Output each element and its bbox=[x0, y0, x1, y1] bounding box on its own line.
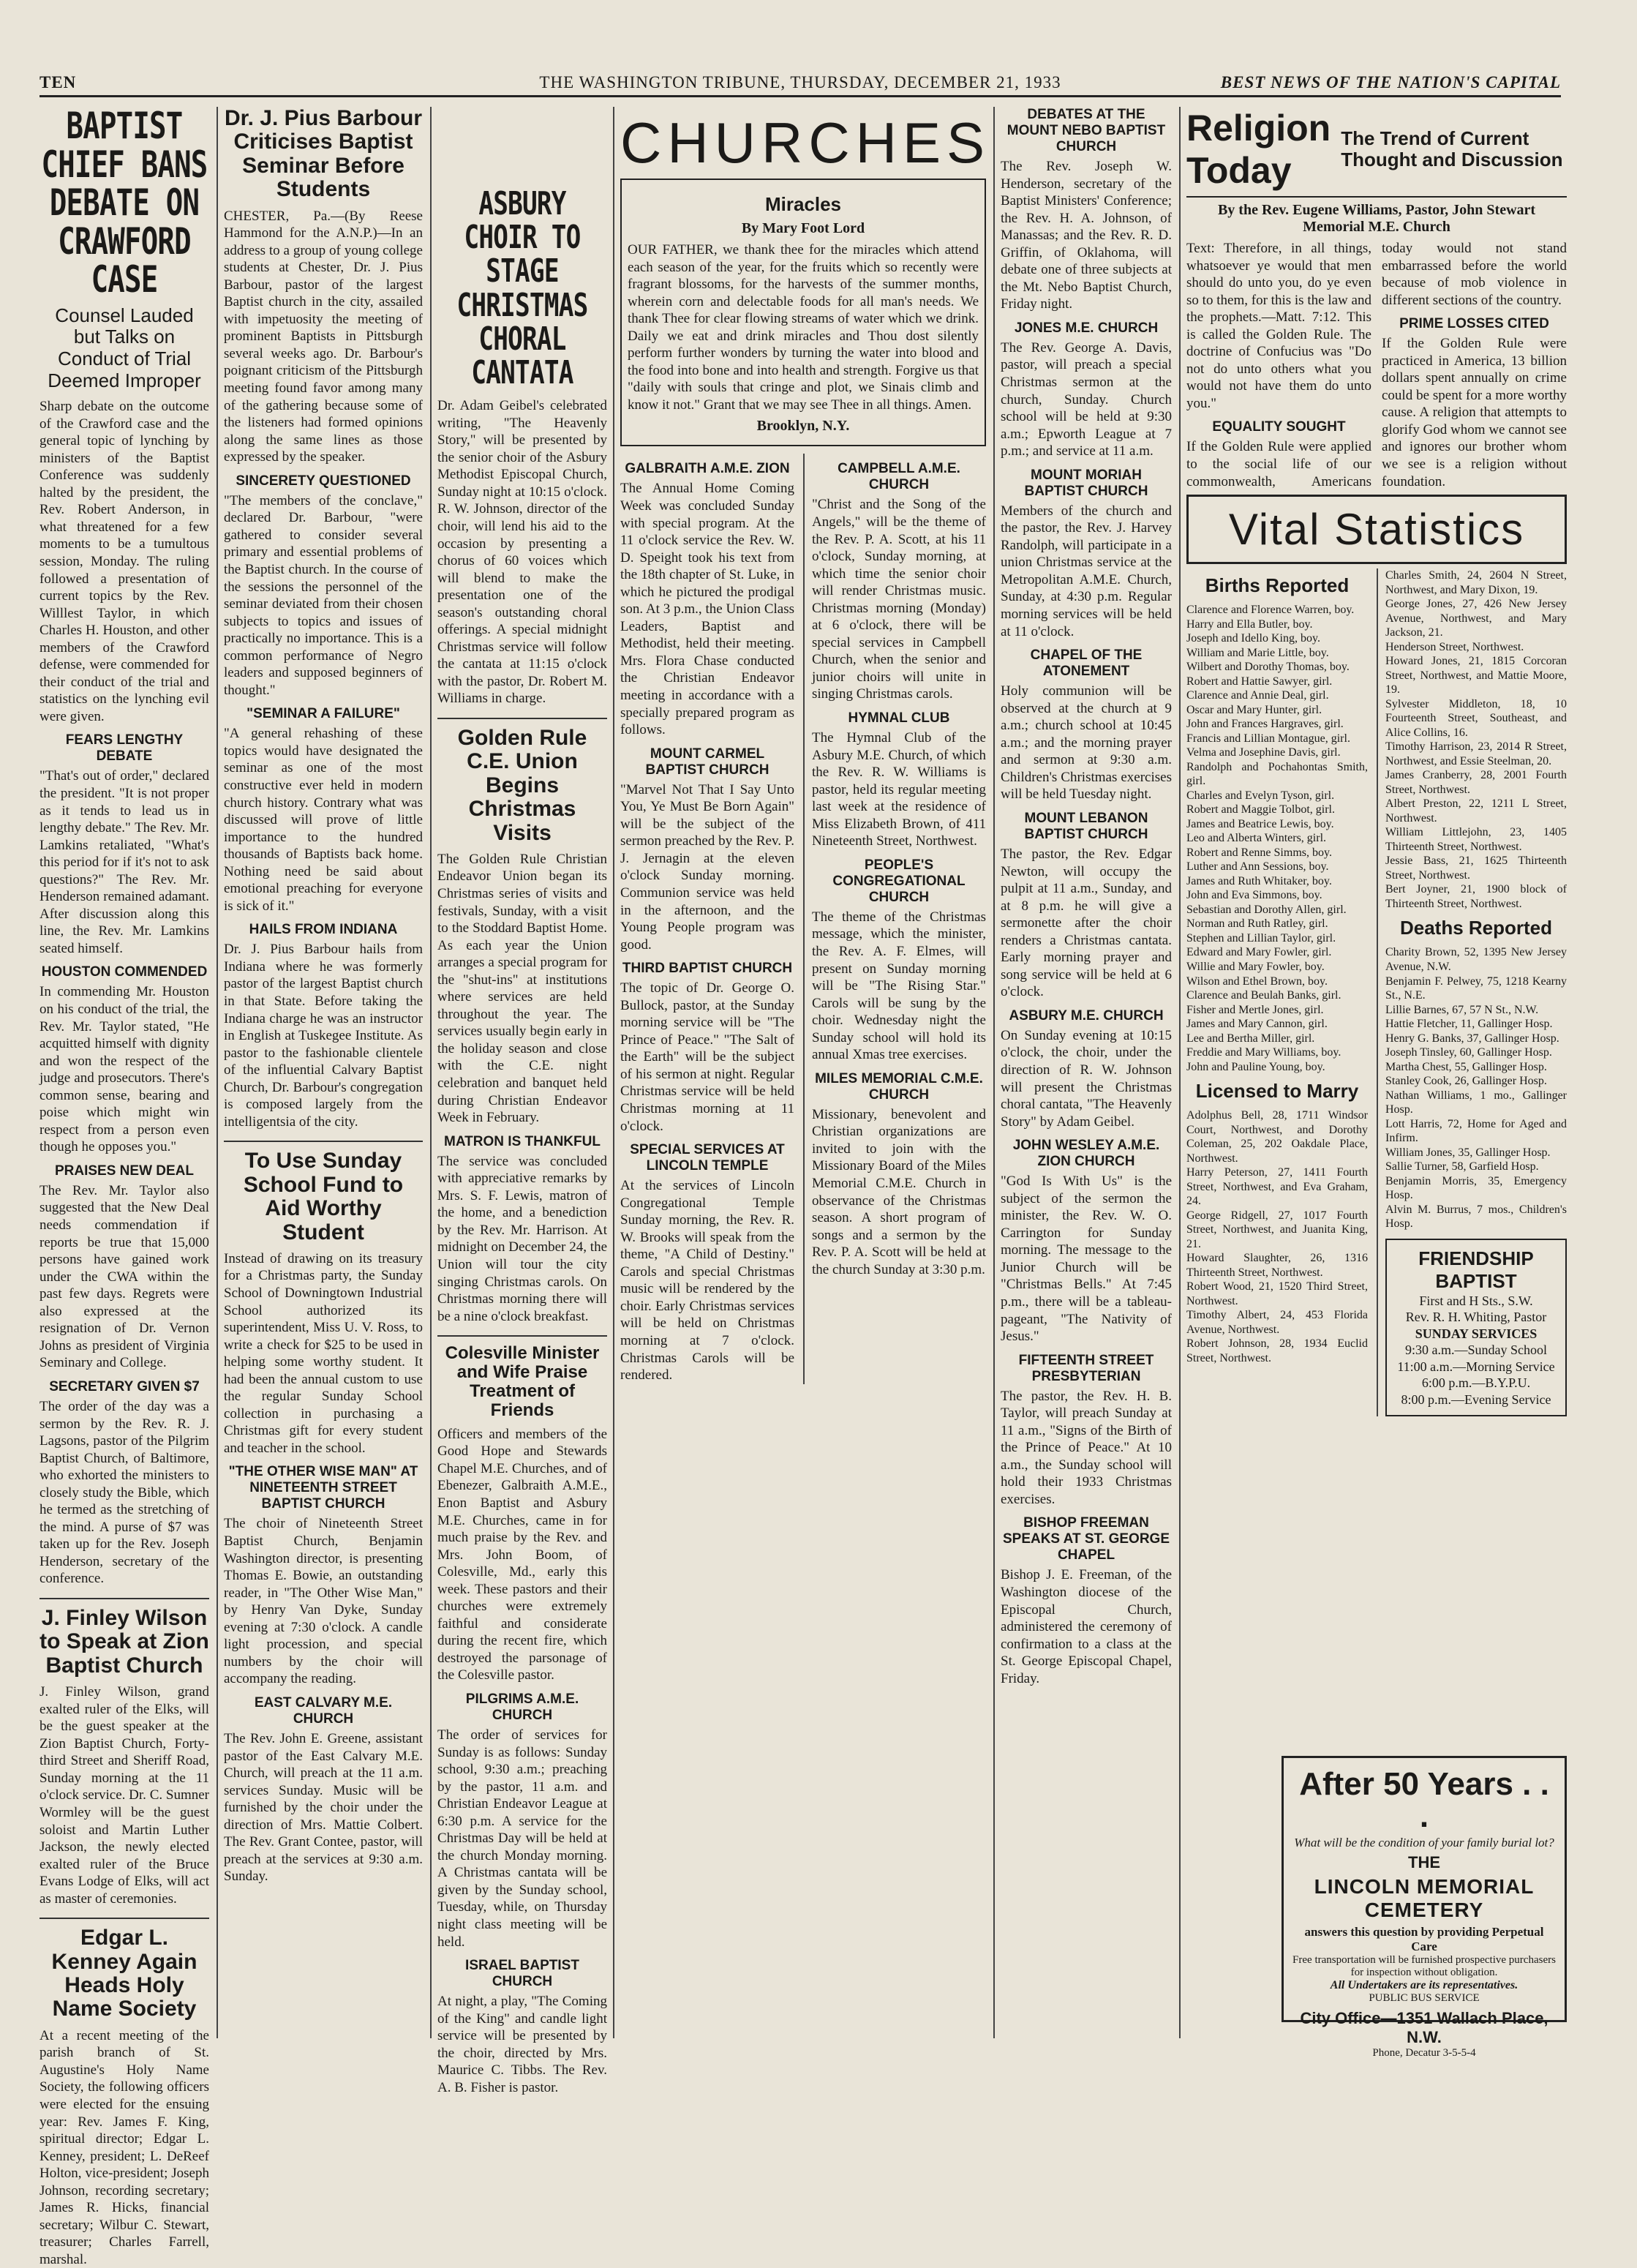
article-text: The order of the day was a sermon by the Rev. R. J. Lagsons, pastor of the Pilgrim Baptist Church, of Baltimore, who exhorted the ministers to closely study the Bible, which he termed as the stretching of the mind. A purse of $7 was taken up for the Rev. Joseph Henderson, secretary of the conference. bbox=[39, 1398, 209, 1587]
birth-entry: James and Ruth Whitaker, boy. bbox=[1186, 874, 1332, 887]
poem-text: OUR FATHER, we thank thee for the miracles which attend each season of the year, for the fruits which so recently were fragrant blossoms, for the harvests of the summer months, wherein corn and delectable foods for all man's needs. We thank Thee for clear flowing streams of water which we drink. Daily we eat and drink miracles and Thou dost silently perform further wonders by turning the water into blood and the food into bone and into health and strength. Forgive us that "daily with souls that cringe and plot, we Sinais climb and know it not." Grant that we may see Thee in all things. Amen. bbox=[628, 242, 979, 413]
column-rule bbox=[613, 107, 614, 2038]
article-text: The Golden Rule Christian Endeavor Union began its Christmas series of visits and festivals, Sunday, with a visit to the Stoddard Baptist Home. As each year the Union arranges a special program for the "shut-ins" at institutions where services are held throughout the year. The services usually begin early in the holiday season and close with the C.E. night celebration and banquet held during Christian Endeavor Week in February. bbox=[437, 851, 607, 1126]
birth-entry: Sebastian and Dorothy Allen, girl. bbox=[1186, 903, 1347, 916]
column-1 bbox=[39, 105, 209, 2267]
fb-title: FRIENDSHIP BAPTIST bbox=[1418, 1247, 1534, 1292]
death-entry: Charity Brown, 52, 1395 New Jersey Avenue, N.W. bbox=[1385, 946, 1567, 973]
subhead: EQUALITY SOUGHT bbox=[1212, 419, 1346, 435]
subhead: BISHOP FREEMAN SPEAKS AT ST. GEORGE CHAPEL bbox=[1002, 1515, 1170, 1563]
death-entry: William Jones, 35, Gallinger Hosp. bbox=[1385, 1146, 1551, 1159]
birth-entry: Clarence and Annie Deal, girl. bbox=[1186, 689, 1329, 702]
birth-entry: John and Pauline Young, boy. bbox=[1186, 1060, 1325, 1073]
fb-service: 8:00 p.m.—Evening Service bbox=[1401, 1392, 1551, 1407]
article-finley-wilson bbox=[39, 1607, 209, 1907]
death-entry: Hattie Fletcher, 11, Gallinger Hosp. bbox=[1385, 1018, 1553, 1031]
ad-bus: PUBLIC BUS SERVICE bbox=[1369, 1992, 1480, 2004]
ad-phone: Phone, Decatur 3-5-5-4 bbox=[1372, 2047, 1476, 2059]
ad-transport: Free transportation will be furnished prospective purchasers for inspection without obligation. bbox=[1292, 1954, 1556, 1978]
divider bbox=[39, 1598, 209, 1599]
religion-today-header bbox=[1186, 107, 1567, 198]
license-entry: Howard Slaughter, 26, 1316 Thirteenth Street, Northwest. bbox=[1186, 1252, 1368, 1279]
article-text: Officers and members of the Good Hope and Stewards Chapel M.E. Churches, and of Ebenezer, Galbraith A.M.E., Enon Baptist and Asbury M.E. Churches, came in for much praise by the Rev. and Mrs. John Boom, of Colesville, Md., early this week. These pastors and their churches were extremely faithful and considerate during the recent fire, which destroyed the parsonage of the Colesville pastor. bbox=[437, 1426, 607, 1683]
article-text: Text: Therefore, in all things, whatsoever ye would that men should do unto you, do ye even so to them, for this is the law and the prophets.—Matt. 7:12. This is called the Golden Rule. The doctrine of Confucius was "Do not do unto others what you would not have them do unto you." bbox=[1186, 241, 1371, 411]
article-barbour bbox=[224, 107, 423, 1130]
birth-entry: Edward and Mary Fowler, girl. bbox=[1186, 946, 1332, 959]
birth-entry: John and Frances Hargraves, girl. bbox=[1186, 718, 1344, 731]
article-text: "Marvel Not That I Say Unto You, Ye Must Be Born Again" will be the subject of the sermon preached by the Rev. P. J. Jernagin at the eleven o'clock Sunday morning. Communion service was held in the afternoon, and the Young People program was good. bbox=[620, 781, 794, 953]
license-entry: Bert Joyner, 21, 1900 block of Thirteenth Street, Northwest. bbox=[1385, 883, 1567, 910]
birth-entry: Leo and Alberta Winters, girl. bbox=[1186, 832, 1327, 845]
section-title: CHURCHES bbox=[620, 110, 991, 175]
vital-statistics bbox=[1186, 568, 1567, 1416]
fb-address: First and H Sts., S.W. bbox=[1419, 1293, 1533, 1308]
birth-entry: William and Marie Little, boy. bbox=[1186, 646, 1329, 659]
article-text: J. Finley Wilson, grand exalted ruler of the Elks, will be the guest speaker at the Zion Baptist Church, Forty-third Street and Sheriff Road, Sunday morning at the 11 o'clock service. Dr. C. Sumner Wormley will be the guest soloist and Martin Luther Jackson, the newly elected exalted ruler of the Bruce Evans Lodge of Elks, will act as master of ceremonies. bbox=[39, 1684, 209, 1907]
article-text: The Annual Home Coming Week was concluded Sunday with special program. At the 11 o'clock service the Rev. W. D. Speight took his text from the 18th chapter of St. Luke, in which he pictured the prodigal son. At 3 p.m., the Union Class Leaders, Baptist and Methodist, held their meeting. Mrs. Flora Chase conducted the Christian Endeavor meeting in accordance with a specially prepared program as follows. bbox=[620, 481, 794, 738]
poem-box bbox=[620, 179, 986, 446]
fb-service: 11:00 a.m.—Morning Service bbox=[1397, 1359, 1555, 1374]
subhead: HYMNAL CLUB bbox=[848, 710, 950, 726]
article-text: In commending Mr. Houston on his conduct of the trial, the Rev. Mr. Taylor stated, "He acquitted himself with dignity and won the respect of the judge and prosecutors. There's common sense, bearing and poise which might win respect from a person even though he opposes you." bbox=[39, 984, 209, 1155]
column-2 bbox=[224, 107, 423, 2038]
deaths-list bbox=[1385, 945, 1567, 1231]
article-text: The topic of Dr. George O. Bullock, pastor, at the Sunday morning service will be "The Prince of Peace." "The Salt of the Earth" will be the subject of his sermon at night. Regular Christmas service will be held Christmas morning at 11 o'clock. bbox=[620, 980, 794, 1134]
article-baptist-chief bbox=[39, 107, 209, 1588]
religion-today-body bbox=[1186, 240, 1567, 490]
ad-undertakers: All Undertakers are its representatives. bbox=[1330, 1979, 1519, 1991]
deck: Counsel Lauded but Talks on Conduct of Trial Deemed Improper bbox=[48, 304, 201, 392]
license-entry: William Littlejohn, 23, 1405 Thirteenth Street, Northwest. bbox=[1385, 826, 1567, 853]
article-text: The pastor, the Rev. H. B. Taylor, will preach Sunday at 11 a.m., "Signs of the Birth of the Prince of Peace." At 10 a.m., the Sunday school will hold their 1933 Christmas exercises. bbox=[1001, 1388, 1172, 1507]
article-text: At the services of Lincoln Congregational Temple Sunday morning, the Rev. R. W. Brooks will speak from the theme, "A Child of Destiny." Carols and special Christmas music will be rendered by the choir. Early Christmas services will be held on Christmas morning at 7 o'clock. Christmas Carols will be rendered. bbox=[620, 1178, 794, 1383]
headline: Golden Rule C.E. Union Begins Christmas Visits bbox=[457, 725, 587, 845]
article-text: Dr. Adam Geibel's celebrated writing, "The Heavenly Story," will be presented by the senior choir of the Asbury Methodist Episcopal Church, Sunday night at 10:15 o'clock. R. W. Johnson, director of the choir, will lend his aid to the occasion by presenting a chorus of 60 voices which will blend to make the presentation one of the season's outstanding choral offerings. A special midnight Christmas service will follow the cantata at 11:15 o'clock with the pastor, Dr. Robert M. Williams in charge. bbox=[437, 398, 607, 707]
subhead: MOUNT CARMEL BAPTIST CHURCH bbox=[645, 746, 769, 778]
birth-entry: Fisher and Mertle Jones, girl. bbox=[1186, 1003, 1324, 1016]
birth-entry: James and Beatrice Lewis, boy. bbox=[1186, 817, 1334, 830]
license-entry: Jessie Bass, 21, 1625 Thirteenth Street, Northwest. bbox=[1385, 855, 1567, 882]
license-entry: Robert Johnson, 28, 1934 Euclid Street, Northwest. bbox=[1186, 1337, 1368, 1364]
death-entry: Stanley Cook, 26, Gallinger Hosp. bbox=[1385, 1075, 1547, 1088]
subhead: PEOPLE'S CONGREGATIONAL CHURCH bbox=[832, 857, 966, 905]
fb-service: 9:30 a.m.—Sunday School bbox=[1405, 1343, 1547, 1358]
license-entry: Timothy Albert, 24, 453 Florida Avenue, Northwest. bbox=[1186, 1309, 1368, 1336]
subhead: PRAISES NEW DEAL bbox=[54, 1163, 195, 1179]
birth-entry: Charles and Evelyn Tyson, girl. bbox=[1186, 789, 1335, 802]
divider bbox=[39, 1918, 209, 1919]
article-text: The pastor, the Rev. Edgar Newton, will occupy the pulpit at 11 a.m., Sunday, and at 8 p.m. he will give a sermonette after the choir renders a Christmas cantata. Early morning prayer and song service will be held at 6 o'clock. bbox=[1001, 846, 1172, 1000]
subhead: SECRETARY GIVEN $7 bbox=[49, 1378, 200, 1394]
ad-headline: After 50 Years . . . bbox=[1299, 1766, 1549, 1834]
divider bbox=[437, 1335, 607, 1337]
article-text: "God Is With Us" is the subject of the sermon the minister, the Rev. W. O. Carrington for Sunday morning. The message to the Junior Church will be "Christmas Bells." At 7:45 p.m., there will be a tableau-pageant, "The Nativity of Jesus." bbox=[1001, 1174, 1172, 1345]
church-subcolumn-right bbox=[803, 454, 986, 1383]
vital-right bbox=[1377, 568, 1567, 1416]
article-text: If the Golden Rule were applied to the social life of our commonwealth, Americans today would not stand embarrassed before the world because of mob violence in different sections of the country. bbox=[1186, 241, 1567, 489]
deaths-title: Deaths Reported bbox=[1399, 917, 1553, 939]
births-title: Births Reported bbox=[1205, 574, 1350, 597]
divider bbox=[224, 1141, 423, 1142]
article-text: The Rev. George A. Davis, pastor, will preach a special Christmas sermon at the church, Sunday. Church school will be held at 9:30 a.m.; Epworth League at 7 p.m.; and service at 11 a.m. bbox=[1001, 339, 1172, 459]
headline: Dr. J. Pius Barbour Criticises Baptist Seminar Before Students bbox=[224, 106, 423, 202]
death-entry: Nathan Williams, 1 mo., Gallinger Hosp. bbox=[1385, 1089, 1567, 1116]
article-text: "A general rehashing of these topics would have designated the seminar as one of the most constructive ever held in modern church history. Contrary what was discussed will prove of little importance to the hundred thousands of Baptists back home. Nothing need be said about emotional preaching for everyone is sick of it." bbox=[224, 726, 423, 914]
subhead: MOUNT LEBANON BAPTIST CHURCH bbox=[1024, 810, 1148, 842]
marriage-list bbox=[1385, 568, 1567, 911]
vital-left bbox=[1186, 568, 1368, 1416]
article-text: Dr. J. Pius Barbour hails from Indiana where he was formerly pastor of the largest Baptist church in that State. Before taking the Indiana charge he was an instructor in English at Tuskegee Institute. As pastor to the fashionable clientele of the influential Calvary Baptist Church, Dr. Barbour's congregation is composed largely from the intelligentsia of the city. bbox=[224, 942, 423, 1130]
subhead: ISRAEL BAPTIST CHURCH bbox=[465, 1958, 579, 1990]
article-text: Sharp debate on the outcome of the Crawford case and the general topic of lynching by ministers of the Baptist Conference was suddenly halted by the president, the Rev. Robert Anderson, in what threatened for a few moments to be a tumultous session, Monday. The ruling followed a presentation of current topics by the Rev. Willlest Taylor, in which Charles H. Houston, and other members of the Crawford defense, were commended for their conduct of the trial and statistics on the lynching evil were given. bbox=[39, 399, 209, 724]
subhead: SINCERETY QUESTIONED bbox=[236, 473, 411, 489]
page-number: TEN bbox=[39, 73, 77, 91]
birth-entry: Clarence and Florence Warren, boy. bbox=[1186, 604, 1355, 617]
subhead: HAILS FROM INDIANA bbox=[249, 922, 398, 938]
article-text: "That's out of order," declared the president. "It is not proper as it tends to lead us in lengthy debate." The Rev. Mr. Lamkins retaliated, "What's this period for if it's not to ask questions?" The Rev. Mr. Henderson remained adamant. After discussion along this line, the Rev. Mr. Lamkins seated himself. bbox=[39, 768, 209, 956]
license-entry: George Jones, 27, 426 New Jersey Avenue, Northwest, and Mary Jackson, 21. bbox=[1385, 598, 1567, 639]
death-entry: Martha Chest, 55, Gallinger Hosp. bbox=[1385, 1060, 1547, 1073]
article-holy-name bbox=[39, 1926, 209, 2268]
article-text: The theme of the Christmas message, which the minister, the Rev. A. F. Elmes, will present on Sunday morning will be "The Rising Star." Carols will be sung by the choir. Wednesday night the Sunday school will hold its annual Xmas tree exercises. bbox=[812, 909, 986, 1063]
column-rule bbox=[1179, 107, 1181, 2038]
licensed-title: Licensed to Marry bbox=[1195, 1080, 1359, 1103]
subhead: JONES M.E. CHURCH bbox=[1014, 320, 1159, 336]
subhead: EAST CALVARY M.E. CHURCH bbox=[254, 1694, 393, 1727]
subhead: THIRD BAPTIST CHURCH bbox=[622, 961, 793, 977]
poem-place: Brooklyn, N.Y. bbox=[756, 418, 850, 435]
article-text: Members of the church and the pastor, the Rev. J. Harvey Randolph, will participate in a union Christmas service at the Metropolitan A.M.E. Church, Sunday, at 4:30 p.m. Regular morning services will be held at 11 o'clock. bbox=[1001, 503, 1172, 639]
headline: Edgar L. Kenney Again Heads Holy Name Society bbox=[51, 1926, 197, 2021]
column-rule bbox=[217, 107, 218, 2038]
license-entry: Timothy Harrison, 23, 2014 R Street, Northwest, and Essie Steelman, 20. bbox=[1385, 740, 1567, 767]
column-6 bbox=[1186, 107, 1567, 2038]
article-text: "The members of the conclave," declared Dr. Barbour, "were gathered to consider several primary and essential problems of the Baptist church. In the course of the sessions the personnel of the seminar deviated from their chosen subjects to topics and issues of practically no importance. This is a common performance of Negro leaders and supposed beginners of thought." bbox=[224, 492, 423, 698]
birth-entry: Francis and Lillian Montague, girl. bbox=[1186, 732, 1350, 745]
article-text: CHESTER, Pa.—(By Reese Hammond for the A.N.P.)—In an address to a group of young college students at Chester, Dr. J. Pius Barbour, pastor of the largest Baptist church in the city, assailed with impetuosity the meeting of prominent Baptists in Pittsburgh several weeks ago. Dr. Barbour's poignant criticism of the Pittsburgh meeting found favor among many of the gathering because some of the listeners had formed opinions along the same lines as those expressed by the speaker. bbox=[224, 208, 423, 465]
license-entry: Charles Smith, 24, 2604 N Street, Northwest, and Mary Dixon, 19. bbox=[1385, 569, 1567, 596]
birth-entry: Robert and Hattie Sawyer, girl. bbox=[1186, 675, 1333, 688]
divider bbox=[437, 718, 607, 719]
fb-services-title: SUNDAY SERVICES bbox=[1415, 1326, 1538, 1341]
article-text: Instead of drawing on its treasury for a Christmas party, the Sunday School of Downingtown Industrial School authorized its superintendent, Miss U. V. Ross, to write a check for $25 to be used in helping some worthy student. It had been the annual custom to use the regular Sunday School collection in purchasing a Christmas gift for every student and teacher in the school. bbox=[224, 1250, 423, 1456]
birth-entry: Wilson and Ethel Brown, boy. bbox=[1186, 975, 1328, 988]
ad-cemetery-name: LINCOLN MEMORIAL CEMETERY bbox=[1314, 1875, 1535, 1921]
column-5 bbox=[1001, 107, 1172, 2038]
friendship-baptist-ad bbox=[1385, 1239, 1567, 1417]
birth-entry: Joseph and Idello King, boy. bbox=[1186, 632, 1320, 645]
birth-entry: Norman and Ruth Ratley, girl. bbox=[1186, 917, 1328, 931]
ad-office: City Office—1351 Wallach Place, N.W. bbox=[1300, 2009, 1548, 2046]
death-entry: Joseph Tinsley, 60, Gallinger Hosp. bbox=[1385, 1046, 1552, 1059]
headline: J. Finley Wilson to Speak at Zion Baptist Church bbox=[39, 1605, 209, 1678]
birth-entry: Lee and Bertha Miller, girl. bbox=[1186, 1032, 1315, 1045]
article-text: "Christ and the Song of the Angels," will be the theme of the Rev. P. A. Scott, at his 11 o'clock, Sunday morning, at which time the senior choir will render Christmas music. Christmas morning (Monday) at 6 o'clock, there will be special services in Campbell Church, when the senior and junior choirs will unite in singing Christmas carols. bbox=[812, 497, 986, 702]
article-text: The Rev. Joseph W. Henderson, secretary of the Baptist Ministers' Conference; the Rev. H. A. Johnson, of Manassas; and the Rev. R. D. Griffin, of Oklahoma, will debate one of three subjects at the Mt. Nebo Baptist Church, Friday night. bbox=[1001, 159, 1172, 312]
death-entry: Alvin M. Burrus, 7 mos., Children's Hosp. bbox=[1385, 1203, 1567, 1231]
license-entry: Albert Preston, 22, 1211 L Street, Northwest. bbox=[1385, 797, 1567, 825]
license-entry: Harry Peterson, 27, 1411 Fourth Street, Northwest, and Eva Graham, 24. bbox=[1186, 1166, 1368, 1208]
death-entry: Lott Harris, 72, Home for Aged and Infirm. bbox=[1385, 1117, 1567, 1145]
article-text: Holy communion will be observed at the church at 9 a.m.; church school at 10:45 a.m.; and the morning prayer and sermon at 9:30 a.m. Children's Christmas exercises will be held Tuesday night. bbox=[1001, 683, 1172, 803]
vital-statistics-title: Vital Statistics bbox=[1186, 495, 1567, 564]
poem-title: Miracles bbox=[764, 193, 842, 215]
death-entry: Benjamin F. Pelwey, 75, 1218 Kearny St., N.E. bbox=[1385, 975, 1567, 1002]
birth-entry: Randolph and Pochahontas Smith, girl. bbox=[1186, 760, 1368, 788]
subhead: FEARS LENGTHY DEBATE bbox=[65, 732, 184, 765]
article-text: If the Golden Rule were practiced in America, 13 billion dollars spent annually on crime could be spent for a more worthy cause. A religion that attempts to glorify God whom we cannot see and ignores our brother whom we see is a religion without foundation. bbox=[1382, 336, 1567, 489]
column-rule bbox=[993, 107, 995, 2038]
article-text: On Sunday evening at 10:15 o'clock, the choir, under the direction of R. W. Johnson will present the Christmas choral cantata, "The Heavenly Story" by Adam Geibel. bbox=[1001, 1027, 1172, 1130]
church-notices bbox=[620, 454, 986, 1383]
births-list bbox=[1186, 603, 1368, 1074]
article-text: The Rev. Mr. Taylor also suggested that the New Deal needs commendation if reports be true that 15,000 persons have gained work under the CWA within the past few days. Regrets were also expressed at the resignation of Dr. Vernon Johns as president of Virginia Seminary and College. bbox=[39, 1182, 209, 1371]
masthead-slogan: BEST NEWS OF THE NATION'S CAPITAL bbox=[1220, 73, 1561, 91]
article-asbury-choir bbox=[437, 187, 607, 707]
religion-byline: By the Rev. Eugene Williams, Pastor, John Stewart Memorial M.E. Church bbox=[1217, 202, 1536, 235]
headline: To Use Sunday School Fund to Aid Worthy Student bbox=[243, 1149, 404, 1244]
ad-perpetual-care: answers this question by providing Perpetual Care bbox=[1304, 1925, 1544, 1953]
headline: ASBURY CHOIR TO STAGE CHRISTMAS CHORAL CANTATA bbox=[456, 185, 588, 391]
license-entry: Henderson Street, Northwest. bbox=[1385, 640, 1524, 653]
birth-entry: Luther and Ann Sessions, boy. bbox=[1186, 860, 1329, 874]
subhead: MOUNT MORIAH BAPTIST CHURCH bbox=[1024, 467, 1148, 499]
article-text: The Hymnal Club of the Asbury M.E. Church, of which the Rev. R. W. Williams is pastor, held its regular meeting last week at the residence of Miss Elizabeth Brown, of 411 Nineteenth Street, Northwest. bbox=[812, 730, 986, 849]
subhead: ASBURY M.E. CHURCH bbox=[1009, 1007, 1164, 1024]
article-text: At night, a play, "The Coming of the King" and candle light service will be presented by the choir, directed by Mrs. Maurice C. Tibbs. The Rev. A. B. Fisher is pastor. bbox=[437, 1994, 607, 2095]
column-3 bbox=[437, 107, 607, 2095]
article-text: At a recent meeting of the parish branch of St. Augustine's Holy Name Society, the following officers were elected for the ensuing year: Rev. James F. King, spiritual director; Edgar L. Kenney, president; L. DeReef Holton, vice-president; Joseph Johnson, recording secretary; James R. Hicks, financial secretary; Wilbur C. Stewart, treasurer; Charles Farrell, marshal. bbox=[39, 2027, 209, 2267]
license-entry: George Ridgell, 27, 1017 Fourth Street, Northwest, and Juanita King, 21. bbox=[1186, 1209, 1368, 1250]
subhead: CAMPBELL A.M.E. CHURCH bbox=[838, 461, 960, 493]
license-entry: James Cranberry, 28, 2001 Fourth Street, Northwest. bbox=[1385, 769, 1567, 796]
subhead: GALBRAITH A.M.E. ZION bbox=[625, 461, 790, 477]
subhead: JOHN WESLEY A.M.E. ZION CHURCH bbox=[1012, 1138, 1160, 1170]
poem-byline: By Mary Foot Lord bbox=[741, 220, 865, 236]
headline: BAPTIST CHIEF BANS DEBATE ON CRAWFORD CASE bbox=[41, 105, 208, 301]
column-rule bbox=[430, 107, 432, 2038]
birth-entry: Clarence and Beulah Banks, girl. bbox=[1186, 989, 1341, 1002]
article-sunday-school-fund bbox=[224, 1149, 423, 1885]
subhead: DEBATES AT THE MOUNT NEBO BAPTIST CHURCH bbox=[1006, 107, 1166, 154]
article-golden-rule bbox=[437, 726, 607, 1325]
birth-entry: Willie and Mary Fowler, boy. bbox=[1186, 961, 1325, 973]
birth-entry: Robert and Maggie Tolbot, girl. bbox=[1186, 803, 1335, 816]
license-entry: Adolphus Bell, 28, 1711 Windsor Court, Northwest, and Dorothy Coleman, 25, 202 Oakdale Place, Northwest. bbox=[1186, 1109, 1368, 1165]
fb-service: 6:00 p.m.—B.Y.P.U. bbox=[1421, 1375, 1531, 1391]
article-text: Bishop J. E. Freeman, of the Washington diocese of the Episcopal Church, administered the ceremony of confirmation to a class at the St. George Episcopal Chapel, Friday. bbox=[1001, 1567, 1172, 1686]
article-colesville bbox=[437, 1344, 607, 2096]
birth-entry: Harry and Ella Butler, boy. bbox=[1186, 617, 1313, 631]
headline: Colesville Minister and Wife Praise Treatment of Friends bbox=[445, 1343, 600, 1420]
subhead: "SEMINAR A FAILURE" bbox=[247, 706, 400, 722]
subhead: MILES MEMORIAL C.M.E. CHURCH bbox=[815, 1070, 983, 1103]
masthead bbox=[39, 70, 1561, 97]
masthead-title: THE WASHINGTON TRIBUNE, THURSDAY, DECEMBER 21, 1933 bbox=[539, 73, 1061, 91]
birth-entry: Wilbert and Dorothy Thomas, boy. bbox=[1186, 661, 1350, 674]
license-entry: Robert Wood, 21, 1520 Third Street, Northwest. bbox=[1186, 1280, 1368, 1307]
death-entry: Benjamin Morris, 35, Emergency Hosp. bbox=[1385, 1174, 1567, 1202]
religion-today-subtitle: The Trend of Current Thought and Discussion bbox=[1341, 127, 1563, 170]
subhead: SPECIAL SERVICES AT LINCOLN TEMPLE bbox=[630, 1142, 785, 1174]
article-text: The order of services for Sunday is as follows: Sunday school, 9:30 a.m.; preaching by the pastor, 11 a.m. and Christian Endeavor League at 6:30 p.m. A service for the Christmas Day will be held at the church Monday morning. A Christmas cantata will be given by the Sunday school, Tuesday, while, on Thursday night class meeting will be held. bbox=[437, 1727, 607, 1950]
birth-entry: Robert and Renne Simms, boy. bbox=[1186, 846, 1332, 859]
birth-entry: John and Eva Simmons, boy. bbox=[1186, 889, 1322, 902]
religion-today-title: Religion Today bbox=[1186, 108, 1331, 191]
birth-entry: James and Mary Cannon, girl. bbox=[1186, 1018, 1328, 1031]
birth-entry: Stephen and Lillian Taylor, girl. bbox=[1186, 931, 1336, 945]
article-text: Missionary, benevolent and Christian organizations are invited to join with the Missionary Board of the Miles Memorial C.M.E. Church in observance of the Christmas season. A short program of songs and a sermon by the Rev. P. A. Scott will be held at the church Sunday at 3:30 p.m. bbox=[812, 1106, 986, 1277]
subhead: CHAPEL OF THE ATONEMENT bbox=[1030, 647, 1143, 680]
death-entry: Sallie Turner, 58, Garfield Hosp. bbox=[1385, 1160, 1539, 1174]
column-4 bbox=[620, 107, 991, 2038]
subhead: PRIME LOSSES CITED bbox=[1399, 316, 1549, 332]
article-text: The Rev. John E. Greene, assistant pastor of the East Calvary M.E. Church, will preach at the 11 a.m. services Sunday. Music will be furnished by the choir under the direction of Mrs. Mattie Colbert. The Rev. Grant Contee, pastor, will preach at the services at 9:30 a.m. Sunday. bbox=[224, 1730, 423, 1885]
birth-entry: Oscar and Mary Hunter, girl. bbox=[1186, 703, 1322, 716]
cemetery-ad bbox=[1282, 1756, 1567, 2059]
church-subcolumn-left bbox=[620, 454, 794, 1383]
subhead: HOUSTON COMMENDED bbox=[41, 964, 208, 980]
birth-entry: Freddie and Mary Williams, boy. bbox=[1186, 1046, 1341, 1059]
article-text: The service was concluded with appreciative remarks by Mrs. S. F. Lewis, matron of the home, and a benediction by the Rev. Mr. Harrison. At midnight on December 24, the Union will tour the city singing Christmas carols. On Christmas morning there will be a nine o'clock breakfast. bbox=[437, 1153, 607, 1324]
subhead: "THE OTHER WISE MAN" AT NINETEENTH STREET BAPTIST CHURCH bbox=[228, 1464, 418, 1512]
death-entry: Henry G. Banks, 37, Gallinger Hosp. bbox=[1385, 1032, 1559, 1045]
license-entry: Sylvester Middleton, 18, 10 Fourteenth Street, Southeast, and Alice Collins, 16. bbox=[1385, 697, 1567, 739]
article-text: The choir of Nineteenth Street Baptist Church, Benjamin Washington director, is presenting Thomas E. Bowie, an outstanding reader, in "The Other Wise Man," by Henry Van Dyke, Sunday evening at 7:30 o'clock. A candle light procession, and special numbers by the choir will accompany the reading. bbox=[224, 1516, 423, 1687]
ad-question: What will be the condition of your family burial lot? bbox=[1294, 1836, 1554, 1850]
subhead: FIFTEENTH STREET PRESBYTERIAN bbox=[1018, 1352, 1154, 1384]
fb-pastor: Rev. R. H. Whiting, Pastor bbox=[1405, 1310, 1547, 1325]
birth-entry: Velma and Josephine Davis, girl. bbox=[1186, 746, 1341, 759]
subhead: PILGRIMS A.M.E. CHURCH bbox=[465, 1691, 579, 1723]
ad-the: THE bbox=[1408, 1853, 1440, 1871]
license-entry: Howard Jones, 21, 1815 Corcoran Street, Northwest, and Mattie Moore, 19. bbox=[1385, 655, 1567, 696]
licensed-list bbox=[1186, 1108, 1368, 1365]
death-entry: Lillie Barnes, 67, 57 N St., N.W. bbox=[1385, 1003, 1539, 1016]
subhead: MATRON IS THANKFUL bbox=[444, 1133, 601, 1149]
